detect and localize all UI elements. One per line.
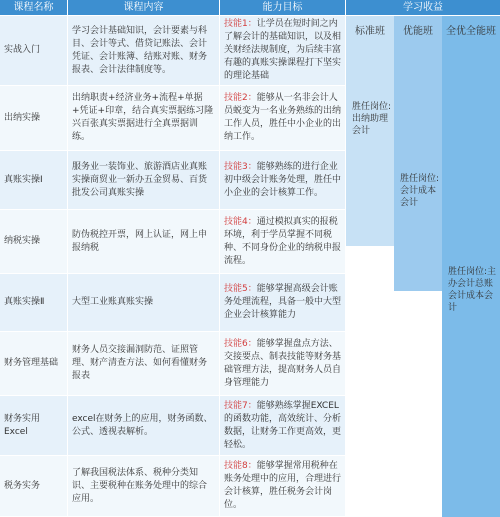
ability-target	[220, 396, 346, 456]
header-course-content: 课程内容	[68, 0, 219, 15]
tier-description: 胜任岗位:会计成本会计	[400, 174, 440, 208]
course-content: 了解我国税法体系、税种分类知识、主要税种在账务处理中的综合应用。	[68, 456, 220, 517]
ability-target	[220, 332, 346, 396]
tier-excellence-class	[394, 16, 442, 291]
skill-label: 技能2：	[224, 93, 257, 103]
course-row	[0, 396, 346, 456]
course-name: 真账实操Ⅰ	[0, 151, 68, 210]
skill-label: 技能5：	[224, 284, 257, 294]
skill-label: 技能1：	[224, 19, 257, 29]
ability-target	[220, 274, 346, 332]
course-name: 纳税实操	[0, 210, 68, 274]
ability-target	[220, 456, 346, 517]
course-content: 财务人员交接漏洞防范、证照管理、财产清查方法、如何看懂财务报表	[68, 332, 220, 396]
skill-text: 能够熟练掌握EXCEL的函数功能，高效统计、分析数据，让财务工作更高效，更轻松。	[224, 400, 342, 450]
skill-text: 能够从一名非会计人员蜕变为一名业务熟练的出纳工作人员，胜任中小企业的出纳工作。	[224, 93, 342, 142]
tier-full-ability-class	[442, 16, 500, 517]
tier-description: 胜任岗位:主办会计总账会计成本会计	[448, 267, 497, 313]
course-row	[0, 86, 346, 151]
tier-title: 全优全能班	[446, 26, 496, 37]
skill-text: 能够熟练的进行企业初中级会计账务处理，胜任中小企业的会计核算工作。	[224, 161, 342, 198]
course-name: 真账实操Ⅱ	[0, 274, 68, 332]
course-name: 财务实用Excel	[0, 396, 68, 456]
course-name: 税务实务	[0, 456, 68, 517]
course-row	[0, 210, 346, 274]
course-content: 防伪税控开票，网上认证，网上申报纳税	[68, 210, 220, 274]
course-row	[0, 456, 346, 517]
skill-text: 通过模拟真实的报税环境，利于学员掌握不同税种、不同身份企业的纳税申报流程。	[224, 216, 342, 266]
course-content: 服务业一装饰业、旅游酒店业真账实操商贸业一新办五金贸易、百货批发公司真账实操	[68, 151, 220, 210]
course-row	[0, 274, 346, 332]
ability-target	[220, 210, 346, 274]
ability-target	[220, 86, 346, 151]
course-row	[0, 151, 346, 210]
skill-label: 技能8：	[224, 461, 257, 471]
skill-text: 能够掌握常用税种在账务处理中的应用，合理进行会计核算，胜任税务会计岗位。	[224, 461, 342, 510]
tier-title: 优能班	[403, 26, 433, 37]
header-ability-target: 能力目标	[220, 0, 345, 15]
skill-text: 能够掌握高级会计账务处理流程，具备一般中大型企业会计核算能力	[224, 284, 342, 320]
skill-label: 技能4：	[224, 216, 257, 227]
skill-text: 能够掌握盘点方法、交接要点、制表技能等财务基础管理方法，提高财务人员自身管理能力	[224, 338, 342, 388]
course-content: 大型工业账真账实操	[68, 274, 220, 332]
header-course-name: 课程名称	[0, 0, 67, 15]
tier-standard-class	[346, 16, 394, 246]
tier-title: 标准班	[355, 26, 385, 37]
course-row	[0, 332, 346, 396]
ability-target	[220, 16, 346, 86]
ability-target	[220, 151, 346, 210]
skill-label: 技能7：	[224, 400, 257, 411]
course-content: 学习会计基础知识，会计要素与科目、会计等式、借贷记账法、会计凭证、会计账簿、结账对账、财务报表、会计法律制度等。	[68, 16, 220, 86]
course-name: 出纳实操	[0, 86, 68, 151]
course-content: 出纳职责+经济业务+流程+单据+凭证+印章，结合真实票据练习隆兴百张真实票据进行全真票据训练。	[68, 86, 220, 151]
course-name: 实战入门	[0, 16, 68, 86]
skill-text: 让学员在短时间之内了解会计的基础知识，以及相关财经法规制度，为后续丰富有趣的真账实操课程打下坚实的理论基础	[224, 19, 342, 81]
skill-label: 技能6：	[224, 338, 257, 349]
tier-description: 胜任岗位:出纳助理会计	[352, 102, 392, 136]
course-row	[0, 16, 346, 86]
header-learning-gain: 学习收益	[346, 0, 500, 15]
course-name: 财务管理基础	[0, 332, 68, 396]
course-content: excel在财务上的应用，财务函数、公式、透视表解析。	[68, 396, 220, 456]
skill-label: 技能3：	[224, 161, 257, 172]
